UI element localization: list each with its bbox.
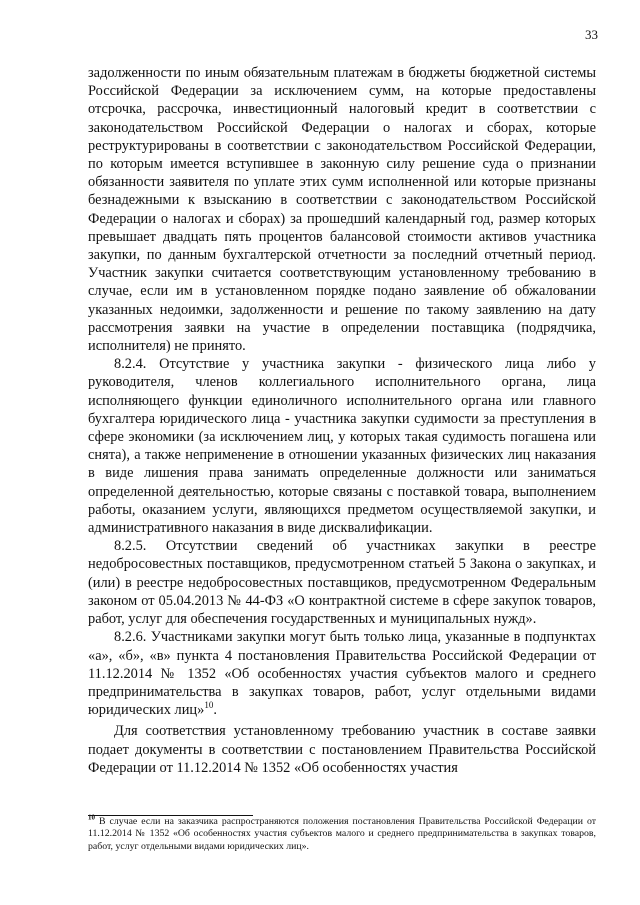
footnote-reference[interactable]: 10 (204, 700, 214, 711)
paragraph-continuation: задолженности по иным обязательным платежам в бюджеты бюджетной системы Российской Федерации за исключением сумм, на которые предоставлены отсрочка, рассрочка, инвестиционный налоговый кредит в соответствии с законодательством Российской Федерации о налогах и сборах, которые реструктурированы в соответствии с законодательством Российской Федерации, по которым имеется вступившее в законную силу решение суда о признании обязанности заявителя по уплате этих сумм исполненной или которые признаны безнадежными к взысканию в соответствии с законодательством Российской Федерации о налогах и сборах) за прошедший календарный год, размер которых превышает двадцать пять процентов балансовой стоимости активов участника закупки, по данным бухгалтерской отчетности за последний отчетный период. Участник закупки считается соответствующим установленному требованию в случае, если им в установленном порядке подано заявление об обжаловании указанных недоимки, задолженности и решение по такому заявлению на дату рассмотрения заявки на участие в определении поставщика (подрядчика, исполнителя) не принято. (88, 65, 596, 355)
paragraph-8-2-6-text: 8.2.6. Участниками закупки могут быть только лица, указанные в подпунктах «а», «б», «в» пункта 4 постановления Правительства Российской Федерации от 11.12.2014 № 1352 «Об особенностях участия субъектов малого и среднего предпринимательства в закупках товаров, работ, услуг отдельными видами юридических лиц» (88, 629, 596, 719)
paragraph-8-2-5: 8.2.5. Отсутствии сведений об участниках закупки в реестре недобросовестных поставщиков, предусмотренном статьей 5 Закона о закупках, и (или) в реестре недобросовестных поставщиков, предусмотренном Федеральным законом от 05.04.2013 № 44-ФЗ «О контрактной системе в сфере закупок товаров, работ, услуг для обеспечения государственных и муниципальных нужд». (88, 538, 596, 628)
paragraph-8-2-6 (88, 628, 596, 719)
footnote-number: 10 (88, 813, 95, 822)
footnote-text: В случае если на заказчика распространяются положения постановления Правительства Российской Федерации от 11.12.2014 № 1352 «Об особенностях участия субъектов малого и среднего предпринимательства в закупках товаров, работ, услуг отдельными видами юридических лиц». (88, 816, 597, 852)
paragraph-compliance: Для соответствия установленному требованию участник в составе заявки подает документы в соответствии с постановлением Правительства Российской Федерации от 11.12.2014 № 1352 «Об особенностях участия (88, 723, 596, 776)
body-text (88, 64, 596, 777)
page-number: 33 (585, 27, 598, 42)
paragraph-8-2-6-end: . (213, 702, 217, 719)
footnote (88, 813, 597, 853)
paragraph-8-2-4: 8.2.4. Отсутствие у участника закупки - физического лица либо у руководителя, членов коллегиального исполнительного органа, лица исполняющего функции единоличного исполнительного органа или главного бухгалтера юридического лица - участника закупки судимости за преступления в сфере экономики (за исключением лиц, у которых такая судимость погашена или снята), а также неприменение в отношении указанных физических лиц наказания в виде лишения права занимать определенные должности или заниматься определенной деятельностью, которые связаны с поставкой товара, выполнением работы, оказанием услуги, являющихся предметом осуществляемой закупки, и административного наказания в виде дисквалификации. (88, 356, 596, 537)
